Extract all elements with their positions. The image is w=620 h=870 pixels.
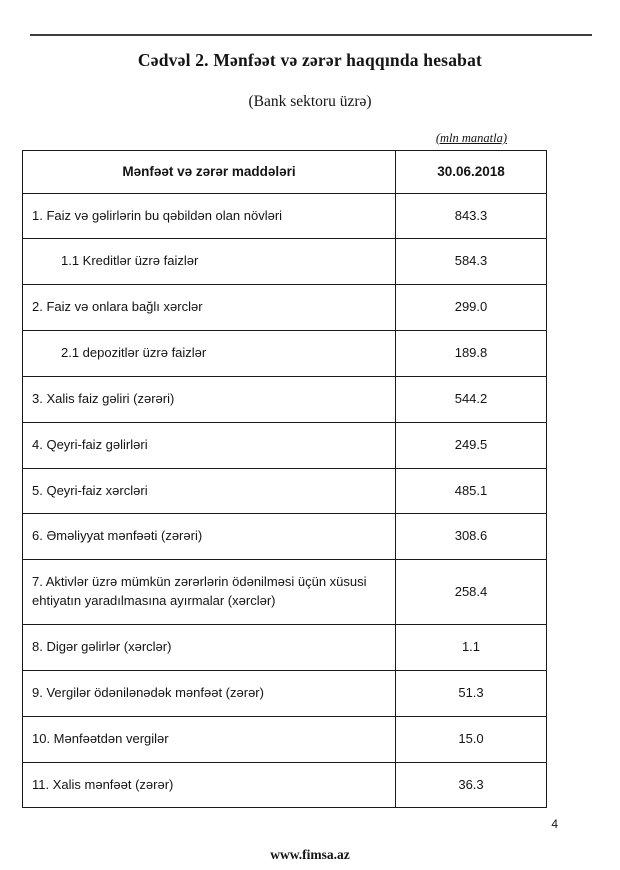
row-label: 7. Aktivlər üzrə mümkün zərərlərin ödənilməsi üçün xüsusi ehtiyatın yaradılmasına ayırmalar (xərclər): [23, 560, 396, 625]
profit-loss-table: [22, 150, 547, 808]
row-label: 4. Qeyri-faiz gəlirləri: [23, 422, 396, 468]
table-row: [23, 625, 547, 671]
table-row: [23, 716, 547, 762]
document-title: Cədvəl 2. Mənfəət və zərər haqqında hesabat: [137, 50, 483, 70]
row-value: 308.6: [396, 514, 547, 560]
row-label: 11. Xalis mənfəət (zərər): [23, 762, 396, 808]
table-row: [23, 670, 547, 716]
row-label: 10. Mənfəətdən vergilər: [23, 716, 396, 762]
table-header-row: [23, 151, 547, 194]
column-header-items: Mənfəət və zərər maddələri: [23, 151, 396, 194]
row-value: 584.3: [396, 239, 547, 285]
table-row: [23, 422, 547, 468]
row-value: 51.3: [396, 670, 547, 716]
document-subtitle: (Bank sektoru üzrə): [248, 93, 372, 110]
table-row: [23, 239, 547, 285]
row-label: 8. Digər gəlirlər (xərclər): [23, 625, 396, 671]
row-value: 485.1: [396, 468, 547, 514]
table-row: [23, 560, 547, 625]
row-value: 544.2: [396, 376, 547, 422]
table-row: [23, 331, 547, 377]
row-value: 299.0: [396, 285, 547, 331]
row-label: 5. Qeyri-faiz xərcləri: [23, 468, 396, 514]
table-row: [23, 762, 547, 808]
row-label: 9. Vergilər ödənilənədək mənfəət (zərər): [23, 670, 396, 716]
row-label: 2. Faiz və onlara bağlı xərclər: [23, 285, 396, 331]
row-value: 258.4: [396, 560, 547, 625]
table-row: [23, 193, 547, 239]
row-value: 249.5: [396, 422, 547, 468]
row-value: 15.0: [396, 716, 547, 762]
row-label: 1.1 Kreditlər üzrə faizlər: [23, 239, 396, 285]
table-row: [23, 376, 547, 422]
footer-url: www.fimsa.az: [270, 847, 350, 862]
row-label: 1. Faiz və gəlirlərin bu qəbildən olan növləri: [23, 193, 396, 239]
top-divider: [30, 34, 592, 36]
table-row: [23, 514, 547, 560]
row-value: 1.1: [396, 625, 547, 671]
table-row: [23, 468, 547, 514]
row-label: 6. Əməliyyat mənfəəti (zərəri): [23, 514, 396, 560]
row-label: 2.1 depozitlər üzrə faizlər: [23, 331, 396, 377]
row-value: 843.3: [396, 193, 547, 239]
table-body: [23, 193, 547, 808]
row-value: 36.3: [396, 762, 547, 808]
row-label: 3. Xalis faiz gəliri (zərəri): [23, 376, 396, 422]
table-row: [23, 285, 547, 331]
page-number: 4: [551, 817, 558, 831]
row-value: 189.8: [396, 331, 547, 377]
unit-note: (mln manatla): [435, 131, 507, 145]
column-header-date: 30.06.2018: [396, 151, 547, 194]
